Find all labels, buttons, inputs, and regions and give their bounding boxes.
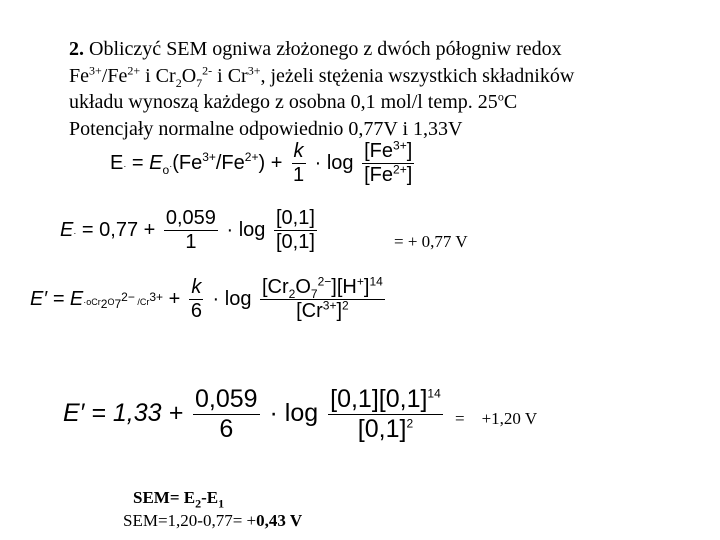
problem-line-4: Potencjały normalne odpowiednio 0,77V i 1,33V (69, 117, 463, 140)
result-e1: = + 0,77 V (394, 232, 468, 251)
result-e2: = +1,20 V (455, 409, 538, 428)
concentration-ratio-values: $\frac{[0,1]}{[0,1]}$ (275, 207, 315, 253)
nernst-equation-fe: $E\cdot = E_o\cdot(Fe^{3+}/Fe^{2+})$ + $\frac{k}{1}$ · log $\frac{[Fe^{3+}]}{[Fe^{2+}]}$ (110, 138, 413, 186)
problem-number: 2. (69, 38, 84, 60)
concentration-ratio-cr: $\frac{[Cr_2O_7^{2-}][H^+]^{14}}{[Cr^{3+}]^2}$ (262, 274, 383, 322)
calculation-fe: E· = 0,77 + $\frac{0,059}{1}$ · log $\frac{[0,1]}{[0,1]}$ (60, 207, 315, 253)
fraction-k-over-6: $\frac{k}{6}$ (190, 276, 202, 322)
calculation-cr: E′ = 1,33 + $\frac{0,059}{6}$ · log $\frac{[0,1][0,1]^{14}}{[0,1]^2}$ (63, 385, 441, 443)
fraction-0059-over-6: $\frac{0,059}{6}$ (195, 385, 258, 443)
concentration-ratio-cr-values: $\frac{[0,1][0,1]^{14}}{[0,1]^2}$ (330, 385, 441, 443)
problem-statement (69, 36, 574, 142)
problem-line-3: układu wynoszą każdego z osobna 0,1 mol/l temp. 25$^o$C (69, 89, 518, 113)
concentration-ratio-fe: $\frac{[Fe^{3+}]}{[Fe^{2+}]}$ (364, 138, 413, 186)
problem-line-2: $Fe^{3+}/Fe^{2+}$ i $Cr_2O_7^{2-}$ i $Cr^{3+}$, jeżeli stężenia wszystkich składników (69, 62, 575, 90)
fraction-k-over-1: $\frac{k}{1}$ (292, 140, 305, 186)
sem-calculation: SEM=1,20-0,77= +0,43 V (123, 511, 303, 530)
nernst-equation-cr: $E' = E\cdot oCr_2O_7^{2-}$ $/Cr^{3+}$ + $\frac{k}{6}$ · log $\frac{[Cr_2O_7^{2-}][H^+]^{14}}{[Cr^{3+}]^2}$ (30, 274, 383, 322)
fraction-0059-over-1: $\frac{0,059}{1}$ (165, 207, 216, 253)
problem-line-1: 2. Obliczyć SEM ogniwa złożonego z dwóch półogniw redox (69, 38, 562, 60)
sem-definition: $SEM= E_2-E_1$ (133, 488, 225, 511)
